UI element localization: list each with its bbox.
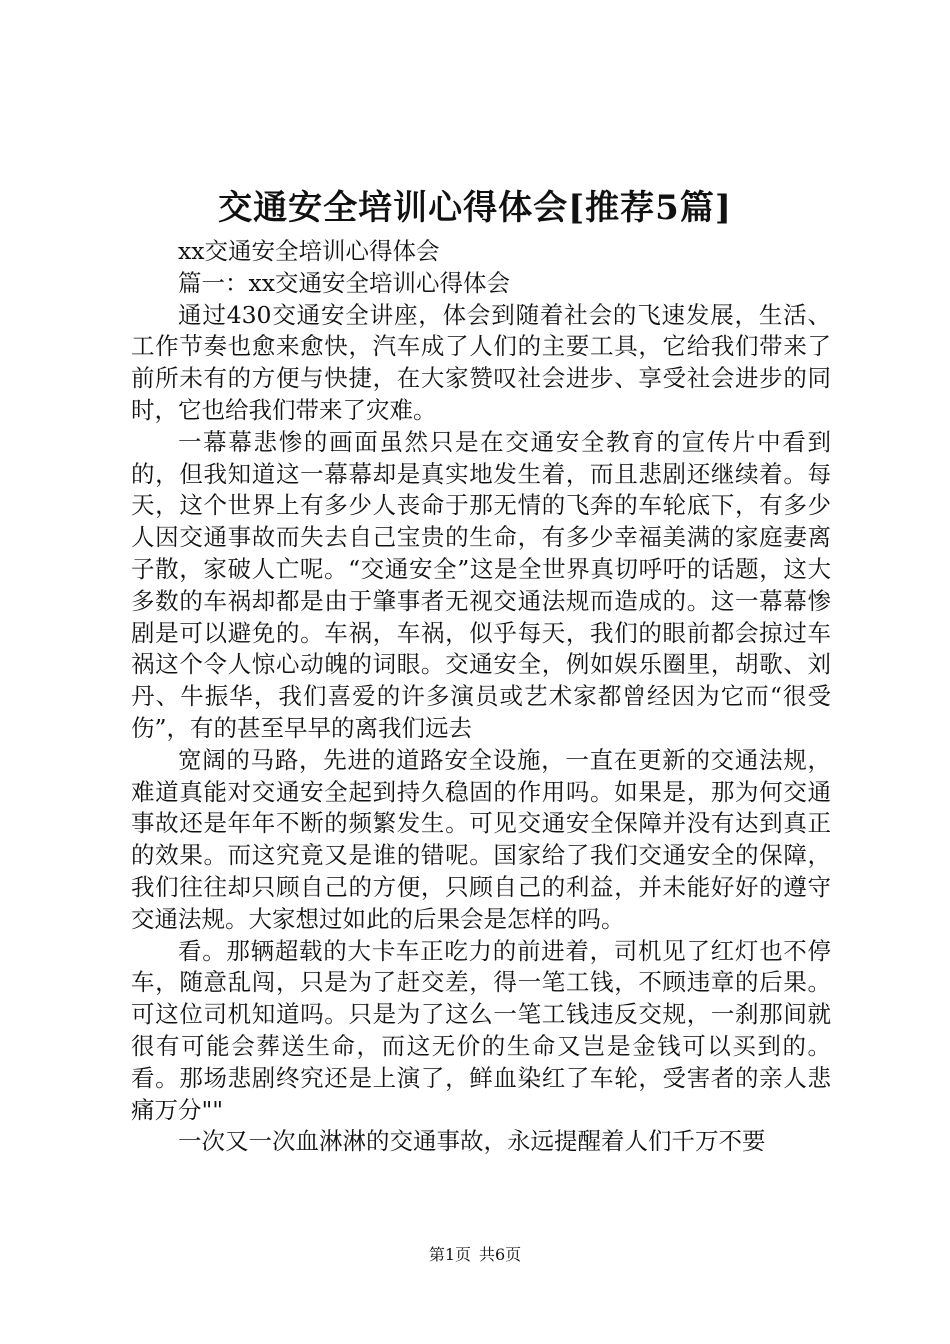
- body-paragraph-5: 一次又一次血淋淋的交通事故，永远提醒着人们千万不要: [178, 1127, 766, 1156]
- page-footer: [0, 1244, 950, 1266]
- body-paragraph-4: 看。那辆超载的大卡车正吃力的前进着，司机见了红灯也不停车，随意乱闯，只是为了赶交差，得一笔工钱，不顾违章的后果。可这位司机知道吗。只是为了这么一笔工钱违反交规，一刹那间就很有可能会葬送生命，而这无价的生命又岂是金钱可以买到的。看。那场悲剧终究还是上演了，鲜血染红了车轮，受害者的亲人悲痛万分"": [131, 936, 831, 1124]
- document-body: [131, 236, 831, 1158]
- document-subtitle: xx交通安全培训心得体会: [178, 237, 440, 265]
- body-paragraph-2: 一幕幕悲惨的画面虽然只是在交通安全教育的宣传片中看到的，但我知道这一幕幕却是真实地发生着，而且悲剧还继续着。每天，这个世界上有多少人丧命于那无情的飞奔的车轮底下，有多少人因交通事故而失去自己宝贵的生命，有多少幸福美满的家庭妻离子散，家破人亡呢。“交通安全”这是全世界真切呼吁的话题，这大多数的车祸却都是由于肇事者无视交通法规而造成的。这一幕幕惨剧是可以避免的。车祸，车祸，似乎每天，我们的眼前都会掠过车祸这个令人惊心动魄的词眼。交通安全，例如娱乐圈里，胡歌、刘丹、牛振华，我们喜爱的许多演员或艺术家都曾经因为它而“很受伤”，有的甚至早早的离我们远去: [131, 427, 831, 742]
- body-paragraph-3: 宽阔的马路，先进的道路安全设施，一直在更新的交通法规，难道真能对交通安全起到持久稳固的作用吗。如果是，那为何交通事故还是年年不断的频繁发生。可见交通安全保障并没有达到真正的效果。而这究竟又是谁的错呢。国家给了我们交通安全的保障，我们往往却只顾自己的方便，只顾自己的利益，并未能好好的遵守交通法规。大家想过如此的后果会是怎样的吗。: [131, 745, 831, 933]
- body-paragraph-1: 通过430交通安全讲座，体会到随着社会的飞速发展，生活、工作节奏也愈来愈快，汽车成了人们的主要工具，它给我们带来了前所未有的方便与快捷，在大家赞叹社会进步、享受社会进步的同时，它也给我们带来了灾难。: [131, 300, 831, 424]
- document-title: 交通安全培训心得体会[推荐5篇]: [218, 188, 732, 228]
- page-total: 共6页: [479, 1245, 522, 1264]
- section-heading: 篇一：xx交通安全培训心得体会: [178, 268, 511, 297]
- page-number: 第1页: [428, 1245, 471, 1264]
